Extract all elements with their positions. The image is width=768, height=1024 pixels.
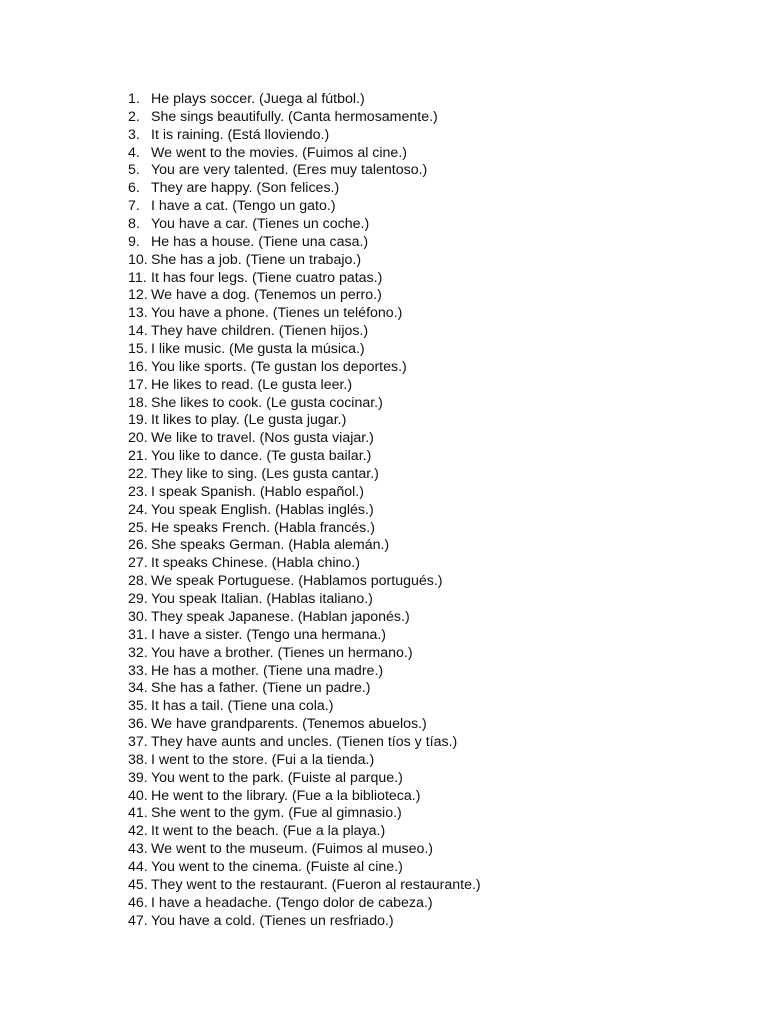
list-item [128, 663, 481, 681]
list-item [128, 537, 481, 555]
item-number: 11. [128, 269, 147, 286]
item-number: 28. [128, 573, 148, 590]
item-number: 9. [128, 233, 140, 250]
item-number: 24. [128, 501, 148, 518]
item-sentence: She speaks German. (Habla alemán.) [151, 537, 390, 554]
item-number: 37. [128, 733, 148, 750]
item-number: 36. [128, 716, 148, 733]
list-item [128, 162, 481, 180]
item-number: 20. [128, 430, 148, 447]
item-sentence: He has a house. (Tiene una casa.) [151, 233, 369, 250]
item-number: 2. [128, 108, 140, 125]
item-number: 18. [128, 394, 148, 411]
item-sentence: We went to the museum. (Fuimos al museo.) [151, 841, 434, 858]
item-number: 41. [128, 805, 148, 822]
item-number: 40. [128, 787, 148, 804]
item-number: 47. [128, 912, 148, 929]
list-item [128, 788, 481, 806]
item-number: 33. [128, 662, 148, 679]
item-sentence: I went to the store. (Fui a la tienda.) [151, 751, 375, 768]
list-item [128, 913, 481, 931]
item-sentence: I have a sister. (Tengo una hermana.) [151, 626, 387, 643]
item-sentence: I have a headache. (Tengo dolor de cabeza.) [151, 894, 433, 911]
list-item [128, 502, 481, 520]
item-sentence: You have a car. (Tienes un coche.) [151, 216, 370, 233]
item-sentence: You like to dance. (Te gusta bailar.) [151, 448, 372, 465]
item-number: 23. [128, 483, 148, 500]
item-number: 14. [128, 323, 148, 340]
list-item [128, 680, 481, 698]
item-number: 30. [128, 608, 148, 625]
item-number: 8. [128, 216, 140, 233]
item-sentence: He went to the library. (Fue a la biblioteca.) [151, 787, 421, 804]
item-sentence: You are very talented. (Eres muy talentoso.) [151, 162, 428, 179]
item-sentence: We speak Portuguese. (Hablamos portugués.) [151, 573, 443, 590]
list-item [128, 323, 481, 341]
list-item [128, 573, 481, 591]
item-sentence: They like to sing. (Les gusta cantar.) [151, 466, 379, 483]
list-item [128, 484, 481, 502]
item-number: 26. [128, 537, 148, 554]
item-sentence: They are happy. (Son felices.) [151, 180, 340, 197]
item-sentence: You went to the park. (Fuiste al parque.) [151, 769, 403, 786]
item-sentence: He likes to read. (Le gusta leer.) [151, 376, 353, 393]
list-item [128, 448, 481, 466]
item-sentence: It went to the beach. (Fue a la playa.) [151, 823, 386, 840]
list-item [128, 430, 481, 448]
list-item [128, 145, 481, 163]
list-item [128, 287, 481, 305]
item-sentence: They have children. (Tienen hijos.) [151, 323, 369, 340]
item-sentence: You speak English. (Hablas inglés.) [151, 501, 374, 518]
item-sentence: You like sports. (Te gustan los deportes.) [151, 358, 407, 375]
item-number: 6. [128, 180, 140, 197]
list-item [128, 805, 481, 823]
item-number: 10. [128, 251, 148, 268]
item-sentence: She likes to cook. (Le gusta cocinar.) [151, 394, 383, 411]
item-number: 7. [128, 198, 140, 215]
list-item [128, 305, 481, 323]
list-item [128, 823, 481, 841]
list-item [128, 270, 481, 288]
item-sentence: I have a cat. (Tengo un gato.) [151, 198, 336, 215]
item-number: 22. [128, 466, 148, 483]
list-item [128, 395, 481, 413]
list-item [128, 180, 481, 198]
item-number: 29. [128, 591, 148, 608]
sentence-list [128, 91, 481, 930]
list-item [128, 520, 481, 538]
list-item [128, 627, 481, 645]
list-item [128, 752, 481, 770]
item-number: 35. [128, 698, 148, 715]
list-item [128, 609, 481, 627]
item-number: 17. [128, 376, 148, 393]
list-item [128, 341, 481, 359]
item-number: 19. [128, 412, 148, 429]
item-number: 31. [128, 626, 148, 643]
list-item [128, 698, 481, 716]
item-number: 38. [128, 751, 148, 768]
item-number: 15. [128, 341, 148, 358]
item-sentence: It likes to play. (Le gusta jugar.) [151, 412, 347, 429]
item-sentence: He plays soccer. (Juega al fútbol.) [151, 91, 365, 107]
list-item [128, 252, 481, 270]
item-sentence: It has four legs. (Tiene cuatro patas.) [151, 269, 383, 286]
item-sentence: You went to the cinema. (Fuiste al cine.) [151, 858, 403, 875]
item-sentence: You have a phone. (Tienes un teléfono.) [151, 305, 403, 322]
list-item [128, 91, 481, 109]
item-sentence: We like to travel. (Nos gusta viajar.) [151, 430, 374, 447]
item-number: 46. [128, 894, 148, 911]
item-sentence: We have a dog. (Tenemos un perro.) [151, 287, 382, 304]
item-sentence: You have a cold. (Tienes un resfriado.) [151, 912, 394, 929]
list-item [128, 841, 481, 859]
list-item [128, 555, 481, 573]
list-item [128, 377, 481, 395]
item-sentence: They speak Japanese. (Hablan japonés.) [151, 608, 410, 625]
item-number: 4. [128, 144, 140, 161]
item-sentence: We went to the movies. (Fuimos al cine.) [151, 144, 407, 161]
item-sentence: She sings beautifully. (Canta hermosamente.) [151, 108, 438, 125]
item-number: 5. [128, 162, 140, 179]
item-number: 27. [128, 555, 148, 572]
list-item [128, 716, 481, 734]
list-item [128, 877, 481, 895]
list-item [128, 859, 481, 877]
item-sentence: It speaks Chinese. (Habla chino.) [151, 555, 360, 572]
list-item [128, 127, 481, 145]
item-number: 12. [128, 287, 148, 304]
list-item [128, 734, 481, 752]
item-sentence: It is raining. (Está lloviendo.) [151, 126, 330, 143]
list-item [128, 198, 481, 216]
item-number: 45. [128, 876, 148, 893]
item-number: 21. [128, 448, 148, 465]
item-number: 44. [128, 858, 148, 875]
item-number: 34. [128, 680, 148, 697]
list-item [128, 770, 481, 788]
item-sentence: We have grandparents. (Tenemos abuelos.) [151, 716, 427, 733]
item-sentence: You speak Italian. (Hablas italiano.) [151, 591, 373, 608]
list-item [128, 109, 481, 127]
item-number: 42. [128, 823, 148, 840]
item-sentence: They went to the restaurant. (Fueron al restaurante.) [151, 876, 481, 893]
item-sentence: I speak Spanish. (Hablo español.) [151, 483, 364, 500]
item-number: 3. [128, 126, 140, 143]
item-sentence: She has a father. (Tiene un padre.) [151, 680, 371, 697]
item-sentence: He speaks French. (Habla francés.) [151, 519, 375, 536]
list-item [128, 216, 481, 234]
item-number: 43. [128, 841, 148, 858]
item-number: 25. [128, 519, 148, 536]
list-item [128, 412, 481, 430]
item-sentence: He has a mother. (Tiene una madre.) [151, 662, 384, 679]
list-item [128, 591, 481, 609]
item-sentence: They have aunts and uncles. (Tienen tíos y tías.) [151, 733, 458, 750]
item-sentence: You have a brother. (Tienes un hermano.) [151, 644, 413, 661]
item-number: 32. [128, 644, 148, 661]
list-item [128, 359, 481, 377]
item-sentence: It has a tail. (Tiene una cola.) [151, 698, 334, 715]
list-item [128, 895, 481, 913]
item-number: 1. [128, 91, 140, 107]
item-number: 16. [128, 358, 148, 375]
list-item [128, 466, 481, 484]
list-item [128, 234, 481, 252]
item-sentence: She went to the gym. (Fue al gimnasio.) [151, 805, 402, 822]
item-number: 13. [128, 305, 148, 322]
item-sentence: She has a job. (Tiene un trabajo.) [151, 251, 362, 268]
list-item [128, 645, 481, 663]
item-sentence: I like music. (Me gusta la música.) [151, 341, 365, 358]
item-number: 39. [128, 769, 148, 786]
